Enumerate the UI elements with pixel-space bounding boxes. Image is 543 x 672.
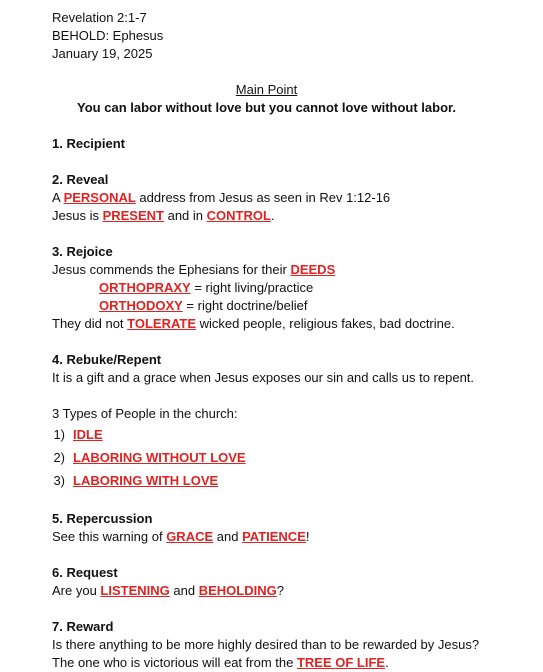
highlight-word: PERSONAL <box>63 190 136 205</box>
text-segment: and in <box>163 208 207 223</box>
text-segment: address from Jesus as seen in Rev 1:12-16 <box>135 190 391 205</box>
list-number: 1) <box>53 427 65 442</box>
text-segment: Are you <box>52 583 101 598</box>
section-title: 2. Reveal <box>52 172 109 187</box>
text-segment: Jesus is <box>52 208 103 223</box>
text-segment: and <box>213 529 243 544</box>
document-header <box>52 9 523 63</box>
highlight-word: IDLE <box>73 427 103 442</box>
repercussion-line-1 <box>52 528 523 546</box>
text-segment: They did not <box>52 316 128 331</box>
text-segment: . <box>385 655 389 670</box>
section-title: 7. Reward <box>52 619 114 634</box>
highlight-word: TOLERATE <box>127 316 197 331</box>
text-segment: The one who is victorious will eat from the <box>52 655 297 670</box>
text-segment: = right doctrine/belief <box>182 298 308 313</box>
highlight-word: CONTROL <box>206 208 271 223</box>
section-title: 4. Rebuke/Repent <box>52 352 162 367</box>
text-segment: and <box>169 583 199 598</box>
highlight-word: LABORING WITH LOVE <box>73 473 219 488</box>
text-segment: wicked people, religious fakes, bad doctrine. <box>196 316 455 331</box>
section-reveal <box>52 171 523 225</box>
reveal-line-1 <box>52 189 523 207</box>
section-title: 1. Recipient <box>52 136 125 151</box>
types-label: 3 Types of People in the church: <box>52 406 238 421</box>
section-title: 6. Request <box>52 565 118 580</box>
rejoice-line-4 <box>52 315 523 333</box>
list-number: 2) <box>53 450 65 465</box>
rebuke-line-1: It is a gift and a grace when Jesus exposes our sin and calls us to repent. <box>52 370 475 385</box>
highlight-word: ORTHODOXY <box>99 298 183 313</box>
section-rejoice <box>52 243 523 333</box>
section-repercussion <box>52 510 523 546</box>
highlight-word: DEEDS <box>290 262 336 277</box>
list-number: 3) <box>53 473 65 488</box>
text-segment: Jesus commends the Ephesians for their <box>52 262 291 277</box>
text-segment: . <box>270 208 275 223</box>
highlight-word: LISTENING <box>100 583 170 598</box>
section-title: 3. Rejoice <box>52 244 113 259</box>
sermon-date: January 19, 2025 <box>52 46 153 61</box>
section-recipient <box>52 135 523 153</box>
rejoice-line-3 <box>52 297 523 315</box>
highlight-word: ORTHOPRAXY <box>99 280 191 295</box>
highlight-word: BEHOLDING <box>198 583 277 598</box>
reward-line-1: Is there anything to be more highly desired than to be rewarded by Jesus? <box>52 637 480 652</box>
highlight-word: LABORING WITHOUT LOVE <box>73 450 246 465</box>
passage-reference: Revelation 2:1-7 <box>52 10 147 25</box>
rejoice-line-2 <box>52 279 523 297</box>
section-reward <box>52 618 523 672</box>
section-rebuke <box>52 351 523 492</box>
list-item <box>52 469 523 492</box>
request-line-1 <box>52 582 523 600</box>
list-item <box>52 446 523 469</box>
section-request <box>52 564 523 600</box>
list-item <box>52 423 523 446</box>
text-segment: ? <box>276 583 284 598</box>
highlight-word: TREE OF LIFE <box>296 655 386 670</box>
text-segment: A <box>52 190 64 205</box>
rejoice-line-1 <box>52 261 523 279</box>
reward-line-2 <box>52 654 523 672</box>
text-segment: ! <box>305 529 310 544</box>
section-title: 5. Repercussion <box>52 511 153 526</box>
series-title: BEHOLD: Ephesus <box>52 28 164 43</box>
highlight-word: PATIENCE <box>242 529 306 544</box>
highlight-word: PRESENT <box>102 208 164 223</box>
text-segment: See this warning of <box>52 529 167 544</box>
main-point-text: You can labor without love but you cannot love without labor. <box>77 100 456 115</box>
highlight-word: GRACE <box>166 529 214 544</box>
main-point-title: Main Point <box>235 82 298 97</box>
reveal-line-2 <box>52 207 523 225</box>
text-segment: = right living/practice <box>190 280 314 295</box>
